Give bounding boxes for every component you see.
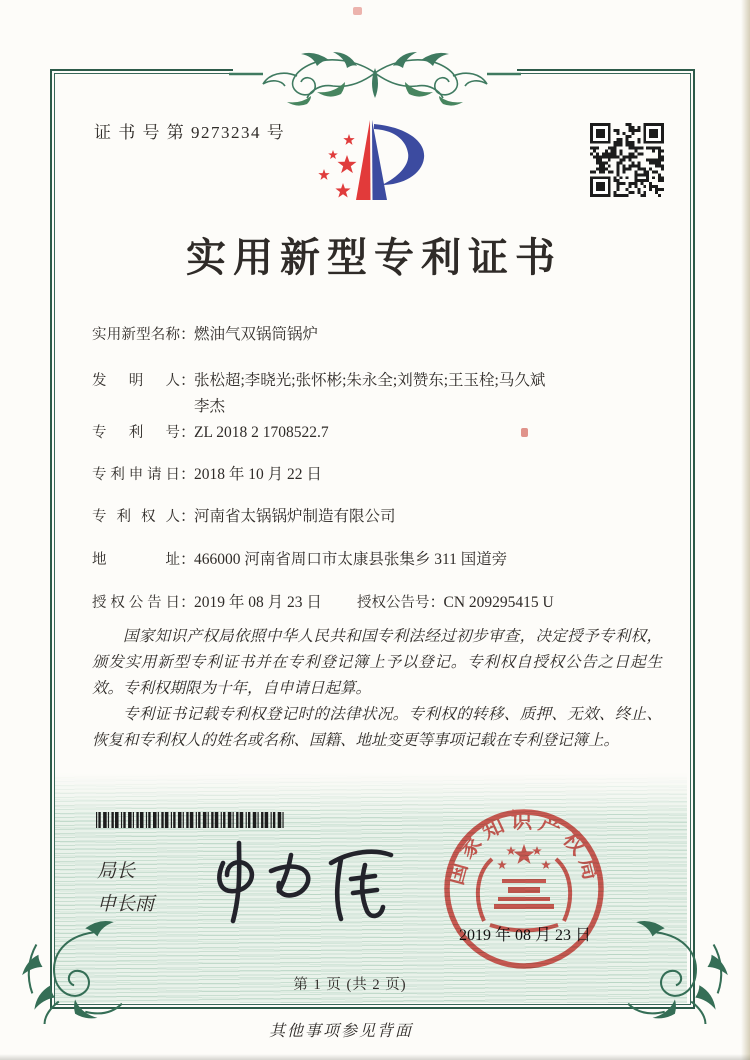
field-value: 燃油气双锅筒锅炉 bbox=[194, 326, 319, 343]
cnipa-patent-logo-icon bbox=[310, 112, 432, 216]
barcode-icon bbox=[96, 812, 286, 828]
director-signature-icon bbox=[205, 831, 410, 929]
director-name: 申长雨 bbox=[97, 894, 155, 915]
seal-text: 国家知识产权局 bbox=[443, 809, 605, 888]
field-value-line2: 李杰 bbox=[194, 398, 226, 415]
legal-statement: 专利证书记载专利权登记时的法律状况。专利权的转移、质押、无效、终止、恢复和专利权人的姓名或名称、国籍、地址变更等事项记载在专利登记簿上。 bbox=[92, 706, 662, 749]
field-value: 2019 年 08 月 23 日 bbox=[194, 594, 322, 611]
field-label: 专利申请日 bbox=[92, 467, 180, 483]
grant-number-value: CN 209295415 U bbox=[443, 594, 554, 611]
certificate-number: 证 书 号 第 9273234 号 bbox=[94, 123, 286, 142]
field-row-address: 地址：466000 河南省周口市太康县张集乡 311 国道旁 bbox=[92, 547, 664, 573]
grant-statement: 国家知识产权局依照中华人民共和国专利法经过初步审查，决定授予专利权，颁发实用新型专利证书并在专利登记簿上予以登记。专利权自授权公告之日起生效。专利权期限为十年，自申请日起算。 bbox=[92, 628, 662, 697]
field-row-inventors: 发明人：张松超;李晓光;张怀彬;朱永全;刘赞东;王玉栓;马久斌 李杰 bbox=[92, 368, 664, 420]
field-value: 河南省太锅锅炉制造有限公司 bbox=[194, 508, 396, 525]
field-row-patentee: 专利权人：河南省太锅锅炉制造有限公司 bbox=[92, 504, 664, 530]
bottom-left-flourish-icon bbox=[14, 914, 126, 1026]
field-label: 专利号 bbox=[92, 425, 180, 441]
grant-number-label: 授权公告号 bbox=[357, 595, 430, 611]
back-note: 其他事项参见背面 bbox=[268, 1023, 413, 1040]
qr-code-icon bbox=[590, 123, 664, 197]
field-label: 实用新型名称 bbox=[92, 327, 180, 343]
seal-emblem-gate bbox=[494, 879, 554, 909]
field-value: 466000 河南省周口市太康县张集乡 311 国道旁 bbox=[194, 551, 508, 568]
field-row-grant-date: 授权公告日：2019 年 08 月 23 日 授权公告号：CN 209295415 U bbox=[92, 590, 664, 616]
seal-emblem-wreath bbox=[478, 859, 570, 931]
field-row-name: 实用新型名称：燃油气双锅筒锅炉 bbox=[92, 322, 664, 348]
field-label: 专利权人 bbox=[92, 509, 180, 525]
scan-edge-right bbox=[741, 0, 750, 1060]
director-title: 局长 bbox=[97, 861, 136, 882]
scan-edge-bottom bbox=[0, 1054, 750, 1060]
field-value: ZL 2018 2 1708522.7 bbox=[194, 424, 329, 441]
grant-number-group: 授权公告号：CN 209295415 U bbox=[357, 594, 554, 611]
bottom-right-flourish-icon bbox=[624, 914, 736, 1026]
top-flourish-ornament-icon bbox=[225, 42, 525, 106]
page-number: 第 1 页 (共 2 页) bbox=[293, 977, 407, 993]
seal-date: 2019 年 08 月 23 日 bbox=[459, 927, 592, 944]
field-value: 张松超;李晓光;张怀彬;朱永全;刘赞东;王玉栓;马久斌 bbox=[194, 372, 546, 389]
field-row-patent-no: 专利号：ZL 2018 2 1708522.7 bbox=[92, 420, 664, 446]
field-row-filing-date: 专利申请日：2018 年 10 月 22 日 bbox=[92, 462, 664, 488]
scan-speck bbox=[521, 428, 528, 437]
cnipa-official-seal-icon bbox=[438, 803, 610, 975]
field-value: 2018 年 10 月 22 日 bbox=[194, 466, 322, 483]
field-label: 授权公告日 bbox=[92, 595, 180, 611]
field-label: 地址 bbox=[92, 552, 180, 568]
scan-speck bbox=[353, 7, 362, 15]
field-label: 发明人 bbox=[92, 373, 180, 389]
certificate-title: 实用新型专利证书 bbox=[186, 235, 562, 280]
